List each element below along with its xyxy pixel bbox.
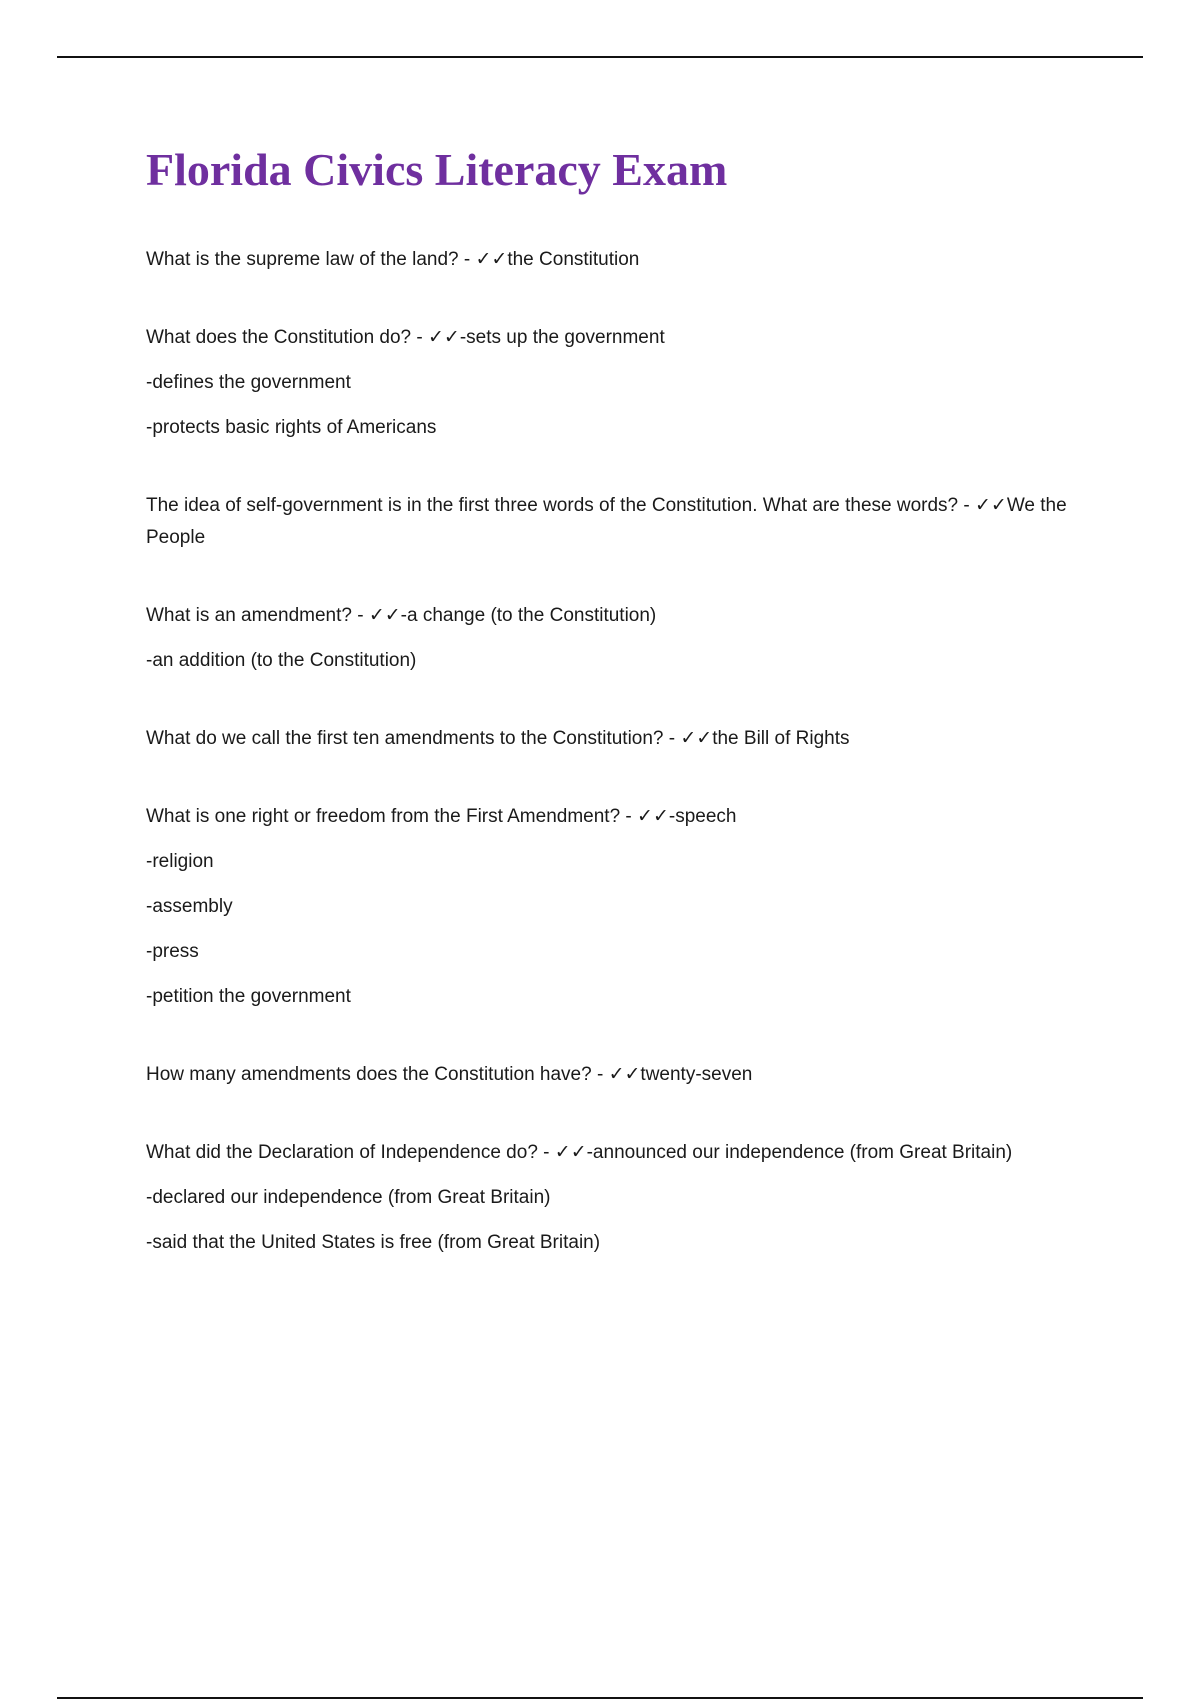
answer-line: -religion — [146, 851, 214, 872]
qa-item-bill-of-rights — [146, 723, 1106, 755]
qa-item-declaration — [146, 1137, 1106, 1259]
qa-item-amendment — [146, 600, 1106, 677]
answer-line: -defines the government — [146, 372, 351, 393]
qa-item-first-amendment — [146, 801, 1106, 1013]
question-answer-line: How many amendments does the Constitution have? - ✓✓twenty-seven — [146, 1064, 753, 1085]
answer-line: -petition the government — [146, 986, 351, 1007]
answer-line: -said that the United States is free (from Great Britain) — [146, 1232, 601, 1253]
qa-list — [146, 244, 1106, 1305]
answer-line: -declared our independence (from Great Britain) — [146, 1187, 551, 1208]
question-answer-line: What do we call the first ten amendments to the Constitution? - ✓✓the Bill of Rights — [146, 728, 850, 749]
qa-item-amendment-count — [146, 1059, 1106, 1091]
answer-line: -press — [146, 941, 199, 962]
qa-item-constitution-role — [146, 322, 1106, 444]
answer-line: -assembly — [146, 896, 233, 917]
qa-item-self-government — [146, 490, 1106, 554]
answer-line: -an addition (to the Constitution) — [146, 650, 417, 671]
header-rule — [57, 56, 1143, 58]
question-answer-line: What did the Declaration of Independence do? - ✓✓-announced our independence (from Great Britain) — [146, 1142, 1013, 1163]
page-title: Florida Civics Literacy Exam — [146, 144, 728, 195]
question-answer-line: What does the Constitution do? - ✓✓-sets up the government — [146, 327, 665, 348]
question-answer-line: What is an amendment? - ✓✓-a change (to the Constitution) — [146, 605, 657, 626]
footer-rule — [57, 1697, 1143, 1699]
question-answer-line: What is the supreme law of the land? - ✓✓the Constitution — [146, 249, 640, 270]
question-answer-line: What is one right or freedom from the First Amendment? - ✓✓-speech — [146, 806, 737, 827]
answer-line: -protects basic rights of Americans — [146, 417, 437, 438]
question-answer-line: The idea of self-government is in the first three words of the Constitution. What are these words? - ✓✓We the People — [146, 495, 1067, 548]
qa-item-supreme-law — [146, 244, 1106, 276]
